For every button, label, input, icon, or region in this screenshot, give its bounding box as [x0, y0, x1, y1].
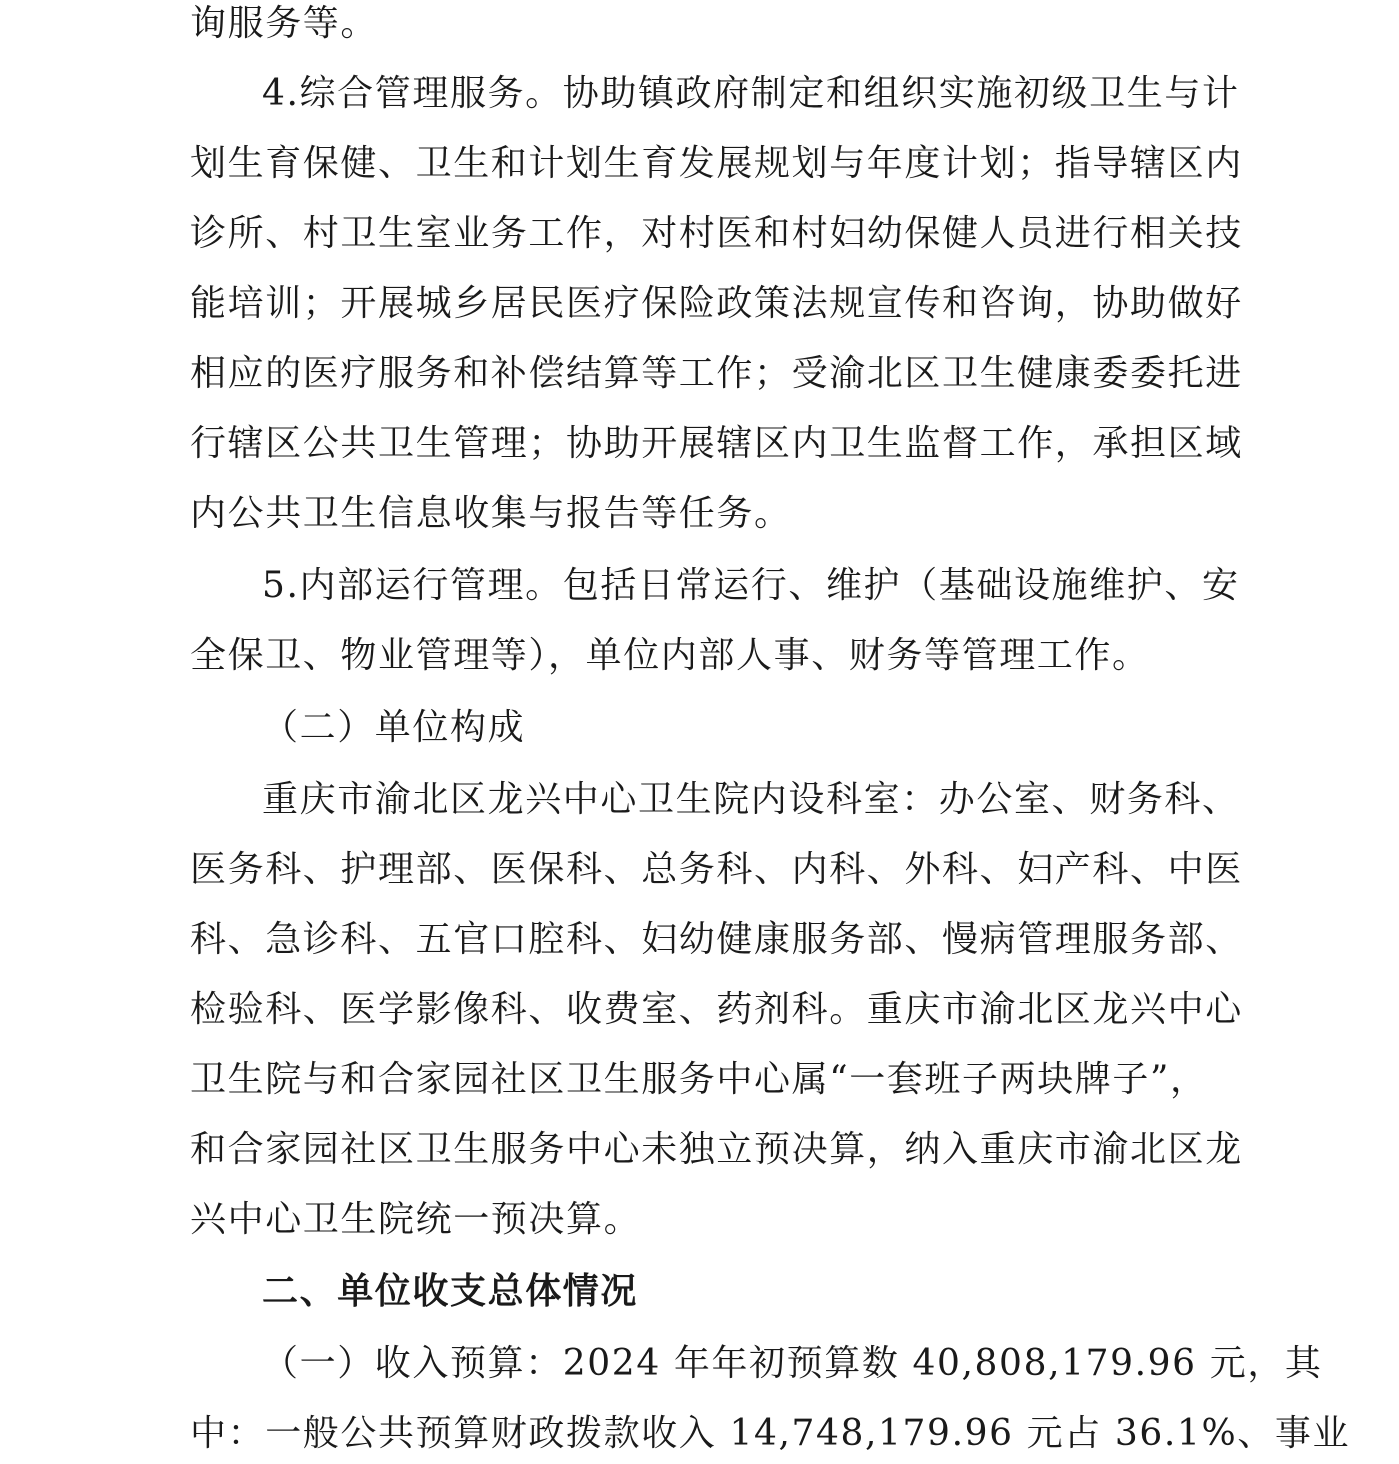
section-heading-income-expenditure: 二、单位收支总体情况 [262, 1271, 639, 1312]
paragraph-4-line-4: 能培训；开展城乡居民医疗保险政策法规宣传和咨询，协助做好 [190, 283, 1243, 324]
paragraph-4-line-3: 诊所、村卫生室业务工作，对村医和村妇幼保健人员进行相关技 [190, 213, 1243, 254]
paragraph-5-line-1: 5.内部运行管理。包括日常运行、维护（基础设施维护、安 [262, 565, 1240, 606]
composition-line-1: 重庆市渝北区龙兴中心卫生院内设科室：办公室、财务科、 [262, 779, 1240, 820]
line-1: 询服务等。 [190, 3, 379, 44]
composition-line-7: 兴中心卫生院统一预决算。 [190, 1199, 642, 1240]
composition-line-4: 检验科、医学影像科、收费室、药剂科。重庆市渝北区龙兴中心 [190, 989, 1243, 1030]
paragraph-4-line-1: 4.综合管理服务。协助镇政府制定和组织实施初级卫生与计 [262, 73, 1240, 114]
income-budget-line-2: 中：一般公共预算财政拨款收入 14,748,179.96 元占 36.1%、事业 [190, 1413, 1351, 1454]
composition-line-6: 和合家园社区卫生服务中心未独立预决算，纳入重庆市渝北区龙 [190, 1129, 1243, 1170]
income-budget-line-1: （一）收入预算：2024 年年初预算数 40,808,179.96 元，其 [262, 1343, 1323, 1384]
paragraph-4-line-2: 划生育保健、卫生和计划生育发展规划与年度计划；指导辖区内 [190, 143, 1243, 184]
paragraph-5-line-2: 全保卫、物业管理等），单位内部人事、财务等管理工作。 [190, 635, 1150, 676]
composition-line-3: 科、急诊科、五官口腔科、妇幼健康服务部、慢病管理服务部、 [190, 919, 1243, 960]
paragraph-4-line-7: 内公共卫生信息收集与报告等任务。 [190, 493, 792, 534]
paragraph-4-line-6: 行辖区公共卫生管理；协助开展辖区内卫生监督工作，承担区域 [190, 423, 1243, 464]
section-heading-unit-composition: （二）单位构成 [262, 707, 526, 748]
composition-line-2: 医务科、护理部、医保科、总务科、内科、外科、妇产科、中医 [190, 849, 1243, 890]
paragraph-4-line-5: 相应的医疗服务和补偿结算等工作；受渝北区卫生健康委委托进 [190, 353, 1243, 394]
composition-line-5: 卫生院与和合家园社区卫生服务中心属“一套班子两块牌子”， [190, 1059, 1208, 1100]
